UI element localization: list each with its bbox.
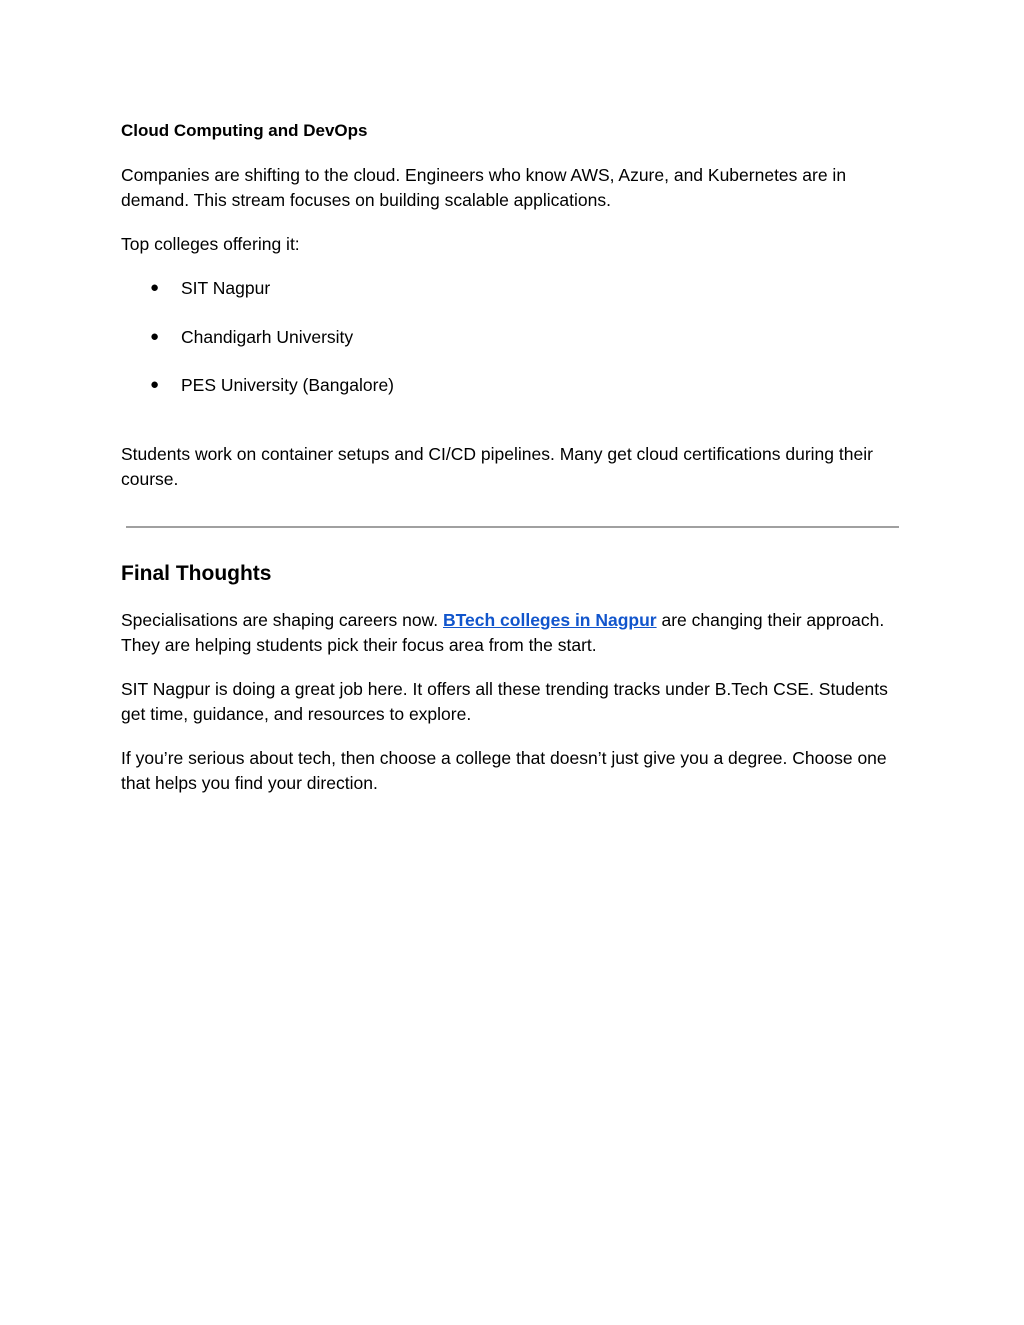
section-subheading-cloud: Cloud Computing and DevOps — [121, 121, 368, 140]
bullet-icon: ● — [150, 376, 160, 393]
horizontal-divider — [126, 526, 899, 528]
college-name: Chandigarh University — [181, 326, 354, 347]
final-thoughts-paragraph-1 — [121, 608, 896, 657]
cloud-outro-paragraph: Students work on container setups and CI/CD pipelines. Many get cloud certifications during their course. — [121, 444, 873, 489]
bullet-icon: ● — [150, 279, 160, 296]
btech-colleges-nagpur-link[interactable]: BTech colleges in Nagpur — [443, 610, 657, 630]
cloud-intro-paragraph: Companies are shifting to the cloud. Engineers who know AWS, Azure, and Kubernetes are in demand. This stream focuses on building scalable applications. — [121, 165, 847, 210]
college-name: PES University (Bangalore) — [181, 375, 394, 395]
bullet-icon: ● — [150, 327, 160, 345]
colleges-label: Top colleges offering it: — [121, 234, 300, 254]
final-thoughts-heading: Final Thoughts — [121, 562, 272, 585]
paragraph-text: are changing their approach. They are helping students pick their focus area from the start. — [121, 610, 885, 655]
final-thoughts-paragraph-3: If you’re serious about tech, then choose a college that doesn’t just give you a degree. Choose one that helps you find your direction. — [121, 748, 887, 793]
final-thoughts-paragraph-2: SIT Nagpur is doing a great job here. It offers all these trending tracks under B.Tech CSE. Students get time, guidance, and resources to explore. — [121, 679, 888, 724]
college-name: SIT Nagpur — [181, 278, 271, 298]
paragraph-text: Specialisations are shaping careers now. — [121, 610, 443, 630]
